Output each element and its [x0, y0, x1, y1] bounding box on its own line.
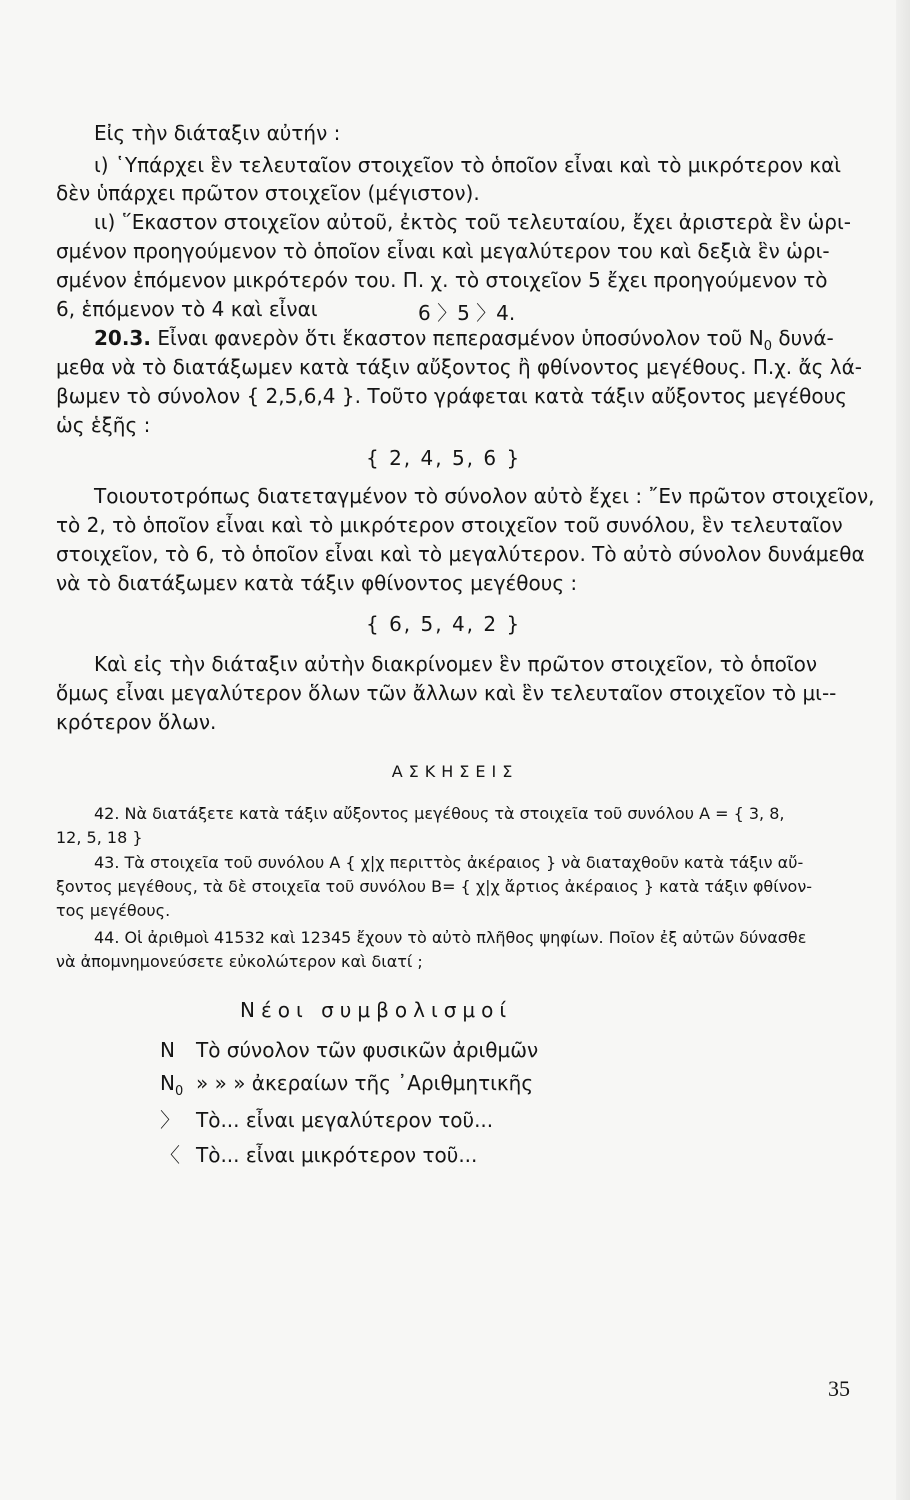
- symbol-row-greater: 〉 Τὸ... εἶναι μεγαλύτερον τοῦ...: [160, 1104, 493, 1133]
- descending-set: { 6, 5, 4, 2 }: [366, 612, 522, 636]
- intro-line: Εἰς τὴν διάταξιν αὐτήν :: [94, 121, 341, 145]
- exercises-heading: ΑΣΚΗΣΕΙΣ: [391, 762, 519, 781]
- section-line-2: μεθα νὰ τὸ διατάξωμεν κατὰ τάξιν αὔξοντος ἢ φθίνοντος μεγέθους. Π.χ. ἄς λά-: [56, 355, 862, 379]
- exercise-44-line-2: νὰ ἀπομνημονεύσετε εὐκολώτερον καὶ διατί ;: [56, 952, 423, 971]
- para2-line-1: Τοιουτοτρόπως διατεταγμένον τὸ σύνολον αὐτὸ ἔχει : ῎Εν πρῶτον στοιχεῖον,: [94, 484, 875, 508]
- order-formula: 6 〉5 〉4.: [418, 301, 516, 325]
- para3-line-2: ὅμως εἶναι μεγαλύτερον ὅλων τῶν ἄλλων καὶ ἓν τελευταῖον στοιχεῖον τὸ μι--: [56, 681, 837, 705]
- para2-line-3: στοιχεῖον, τὸ 6, τὸ ὁποῖον εἶναι καὶ τὸ μεγαλύτερον. Τὸ αὐτὸ σύνολον δυνάμεθα: [56, 542, 865, 566]
- para2-line-2: τὸ 2, τὸ ὁποῖον εἶναι καὶ τὸ μικρότερον στοιχεῖον τοῦ συνόλου, ἓν τελευταῖον: [56, 513, 843, 537]
- new-symbols-heading: Νέοι συμβολισμοί: [240, 998, 513, 1022]
- symbol-n: N: [160, 1038, 175, 1062]
- section-line-3: βωμεν τὸ σύνολον { 2,5,6,4 }. Τοῦτο γράφεται κατὰ τάξιν αὔξοντος μεγέθους: [56, 384, 847, 408]
- symbol-row-less: 〈 Τὸ... εἶναι μικρότερον τοῦ...: [160, 1139, 477, 1168]
- symbol-n0: $N_0$: [160, 1071, 184, 1099]
- exercise-44-line-1: 44. Οἱ ἀριθμοὶ 41532 καὶ 12345 ἔχουν τὸ αὐτὸ πλῆθος ψηφίων. Ποῖον ἐξ αὐτῶν δύνασθε: [94, 928, 807, 947]
- symbol-row-naturals: N Τὸ σύνολον τῶν φυσικῶν ἀριθμῶν: [160, 1038, 539, 1062]
- section-20-3-line-1: 20.3. Εἶναι φανερὸν ὅτι ἕκαστον πεπερασμένον ὑποσύνολον τοῦ $N_0$ δυνά-: [94, 326, 834, 354]
- symbol-row-integers: $N_0$ » » » ἀκεραίων τῆς ᾽Αριθμητικῆς: [160, 1071, 534, 1099]
- item-ii-line-2: σμένον προηγούμενον τὸ ὁποῖον εἶναι καὶ μεγαλύτερον του καὶ δεξιὰ ἓν ὡρι-: [56, 239, 830, 263]
- item-ii-line-1: ιι) ῞Εκαστον στοιχεῖον αὐτοῦ, ἐκτὸς τοῦ τελευταίου, ἔχει ἀριστερὰ ἓν ὡρι-: [94, 210, 851, 234]
- symbol-less-than: 〈: [160, 1143, 180, 1167]
- page-edge-shadow: [896, 0, 910, 1500]
- exercise-43-line-1: 43. Τὰ στοιχεῖα τοῦ συνόλου Α { χ|χ περιττὸς ἀκέραιος } νὰ διαταχθοῦν κατὰ τάξιν αὔ-: [94, 853, 804, 872]
- ascending-set: { 2, 4, 5, 6 }: [366, 446, 522, 470]
- page-number: 35: [828, 1376, 850, 1401]
- item-ii-line-4: 6, ἑπόμενον τὸ 4 καὶ εἶναι: [56, 297, 318, 321]
- exercise-42-line-2: 12, 5, 18 }: [56, 828, 143, 847]
- item-i-line-1: ι) ῾Υπάρχει ἓν τελευταῖον στοιχεῖον τὸ ὁποῖον εἶναι καὶ τὸ μικρότερον καὶ: [94, 153, 842, 177]
- symbol-greater-than: 〉: [160, 1108, 180, 1132]
- exercise-43-line-2: ξοντος μεγέθους, τὰ δὲ στοιχεῖα τοῦ συνόλου Β= { χ|χ ἄρτιος ἀκέραιος } κατὰ τάξιν φθίνον-: [56, 877, 813, 896]
- para3-line-3: κρότερον ὅλων.: [56, 710, 217, 734]
- item-i-line-2: δὲν ὑπάρχει πρῶτον στοιχεῖον (μέγιστον).: [56, 181, 480, 205]
- section-line-4: ὡς ἑξῆς :: [56, 413, 151, 437]
- item-ii-line-3: σμένον ἑπόμενον μικρότερόν του. Π. χ. τὸ στοιχεῖον 5 ἔχει προηγούμενον τὸ: [56, 268, 828, 292]
- section-number: 20.3.: [94, 326, 151, 350]
- exercise-42-line-1: 42. Νὰ διατάξετε κατὰ τάξιν αὔξοντος μεγέθους τὰ στοιχεῖα τοῦ συνόλου Α = { 3, 8,: [94, 804, 785, 823]
- exercise-43-line-3: τος μεγέθους.: [56, 901, 171, 920]
- para2-line-4: νὰ τὸ διατάξωμεν κατὰ τάξιν φθίνοντος μεγέθους :: [56, 571, 578, 595]
- para3-line-1: Καὶ εἰς τὴν διάταξιν αὐτὴν διακρίνομεν ἓν πρῶτον στοιχεῖον, τὸ ὁποῖον: [94, 652, 818, 676]
